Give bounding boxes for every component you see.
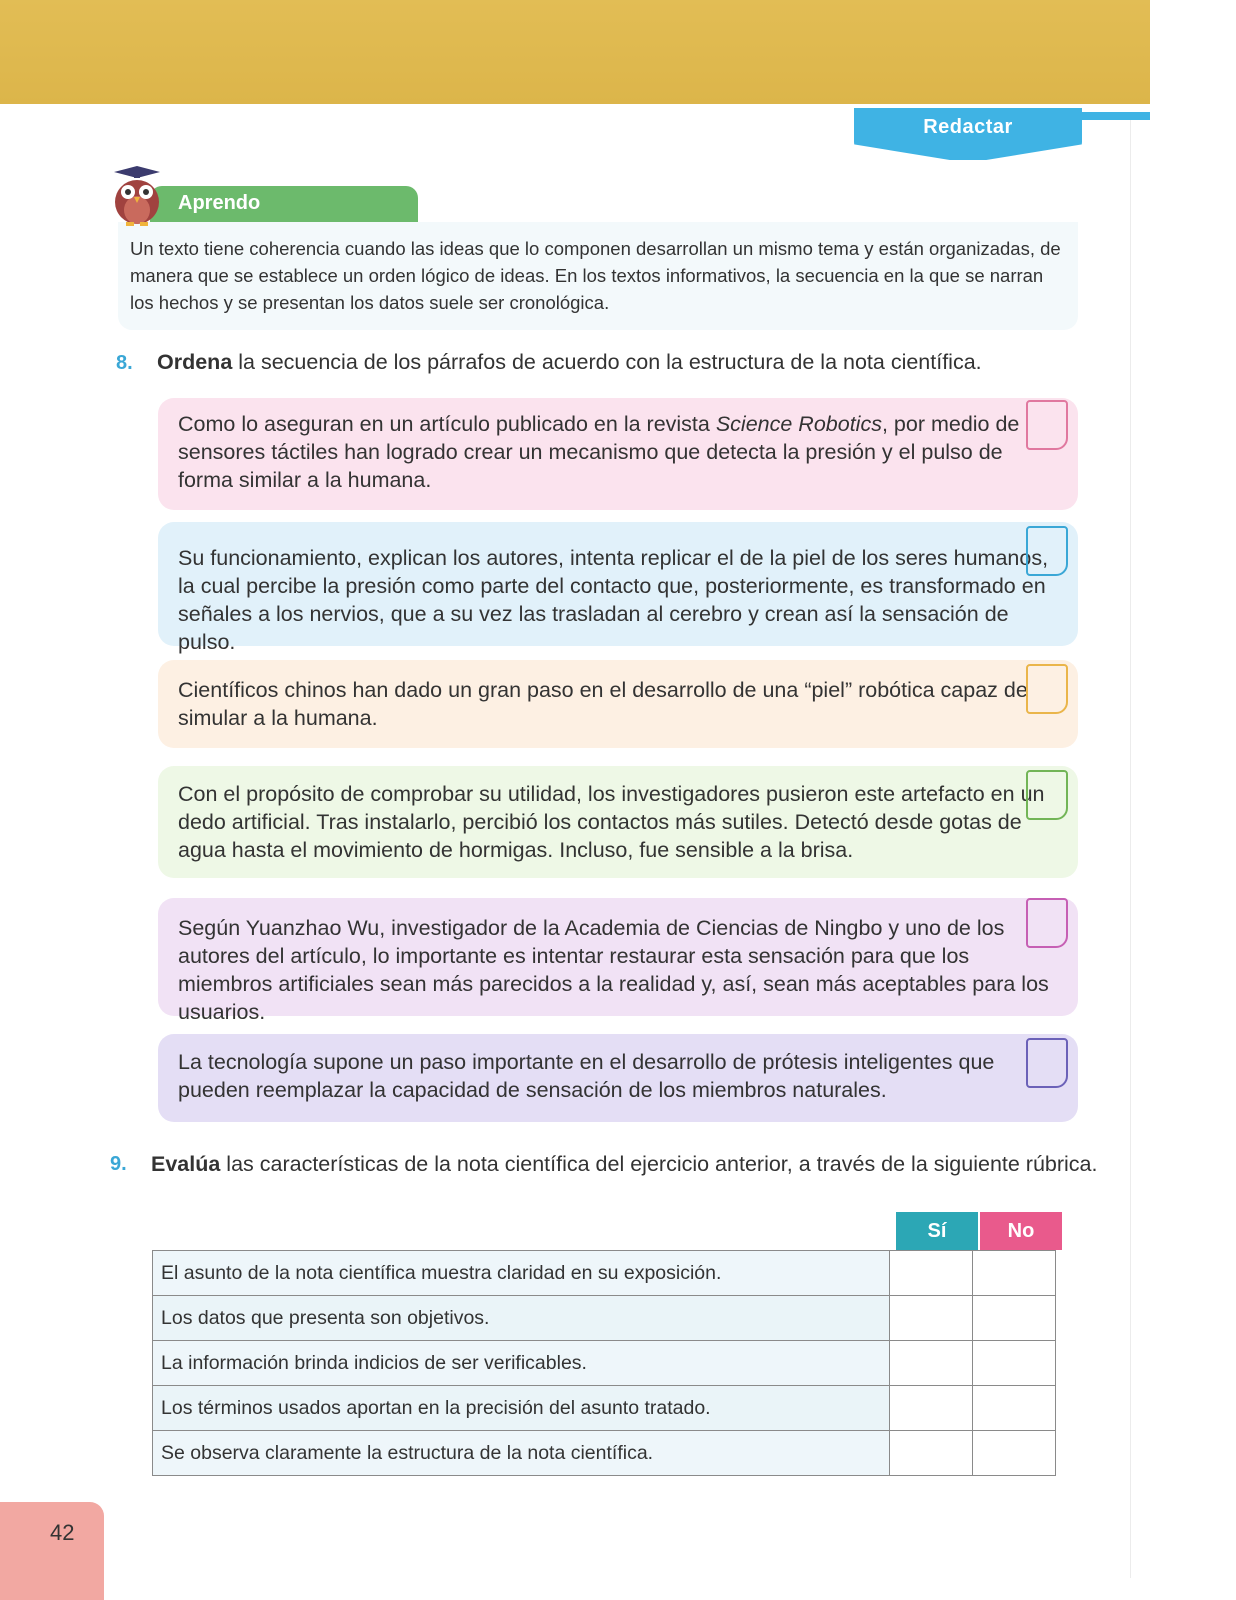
paragraph-text: Su funcionamiento, explican los autores, intenta replicar el de la piel de los seres humanos, la cual percibe la presión como parte del contacto que, posteriormente, es transformado en señales a los nervios, que a su vez las trasladan al cerebro y crean así la sensación de pulso. bbox=[178, 546, 1049, 654]
rubric-no-cell[interactable] bbox=[973, 1296, 1056, 1341]
paragraph-text: Científicos chinos han dado un gran paso en el desarrollo de una “piel” robótica capaz de simular a la humana. bbox=[178, 678, 1028, 730]
question-9-text: las características de la nota científica del ejercicio anterior, a través de la siguiente rúbrica. bbox=[220, 1152, 1098, 1176]
rubric-no-cell[interactable] bbox=[973, 1251, 1056, 1296]
order-number-box[interactable] bbox=[1026, 664, 1068, 714]
rubric-header-no: No bbox=[980, 1212, 1062, 1250]
rubric-row bbox=[153, 1431, 1056, 1476]
margin-line bbox=[1130, 118, 1131, 1578]
question-9-number: 9. bbox=[110, 1153, 127, 1175]
rubric-criterion: Se observa claramente la estructura de la nota científica. bbox=[153, 1431, 890, 1476]
question-8-prompt bbox=[157, 350, 982, 375]
rubric-no-cell[interactable] bbox=[973, 1341, 1056, 1386]
paragraph-text: La tecnología supone un paso importante en el desarrollo de prótesis inteligentes que pueden reemplazar la capacidad de sensación de los miembros naturales. bbox=[178, 1050, 995, 1102]
order-number-box[interactable] bbox=[1026, 1038, 1068, 1088]
order-number-box[interactable] bbox=[1026, 898, 1068, 948]
rubric-si-cell[interactable] bbox=[890, 1386, 973, 1431]
question-9-prompt bbox=[151, 1152, 1098, 1177]
aprendo-title: Aprendo bbox=[178, 192, 261, 214]
section-tab-label: Redactar bbox=[923, 116, 1013, 138]
question-8-verb: Ordena bbox=[157, 350, 233, 374]
rubric-criterion: Los términos usados aportan en la precisión del asunto tratado. bbox=[153, 1386, 890, 1431]
rubric-si-cell[interactable] bbox=[890, 1251, 973, 1296]
order-number-box[interactable] bbox=[1026, 400, 1068, 450]
paragraph-text: Con el propósito de comprobar su utilidad, los investigadores pusieron este artefacto en un dedo artificial. Tras instalarlo, percibió los contactos más sutiles. Detectó desde gotas de agua hasta el movimiento de hormigas. Incluso, fue sensible a la brisa. bbox=[178, 782, 1045, 862]
rubric-row bbox=[153, 1341, 1056, 1386]
rubric-header-si: Sí bbox=[896, 1212, 978, 1250]
question-8-number: 8. bbox=[116, 352, 133, 374]
page-number: 42 bbox=[50, 1520, 75, 1545]
order-number-box[interactable] bbox=[1026, 526, 1068, 576]
rubric-row bbox=[153, 1296, 1056, 1341]
question-9-verb: Evalúa bbox=[151, 1152, 221, 1176]
aprendo-text: Un texto tiene coherencia cuando las ideas que lo componen desarrollan un mismo tema y están organizadas, de manera que se establece un orden lógico de ideas. En los textos informativos, la secuencia en la que se narran los hechos y se presentan los datos suele ser cronológica. bbox=[130, 238, 1061, 313]
rubric-si-cell[interactable] bbox=[890, 1341, 973, 1386]
rubric-row bbox=[153, 1386, 1056, 1431]
rubric-si-cell[interactable] bbox=[890, 1431, 973, 1476]
rubric-table bbox=[152, 1250, 1056, 1476]
rubric-criterion: La información brinda indicios de ser verificables. bbox=[153, 1341, 890, 1386]
page-number-tab bbox=[0, 1502, 104, 1600]
rubric-row bbox=[153, 1251, 1056, 1296]
owl-icon bbox=[108, 166, 166, 226]
rubric-criterion: El asunto de la nota científica muestra claridad en su exposición. bbox=[153, 1251, 890, 1296]
question-8-text: la secuencia de los párrafos de acuerdo con la estructura de la nota científica. bbox=[232, 350, 982, 374]
paragraph-text: Según Yuanzhao Wu, investigador de la Academia de Ciencias de Ningbo y uno de los autores del artículo, lo importante es intentar restaurar esta sensación para que los miembros artificiales sean más parecidos a la realidad y, así, sean más aceptables para los usuarios. bbox=[178, 916, 1049, 1024]
paragraph-text: Como lo aseguran en un artículo publicado en la revista Science Robotics, por medio de sensores táctiles han logrado crear un mecanismo que detecta la presión y el pulso de forma similar a la humana. bbox=[178, 412, 1020, 492]
rubric-no-cell[interactable] bbox=[973, 1386, 1056, 1431]
rubric-criterion: Los datos que presenta son objetivos. bbox=[153, 1296, 890, 1341]
rubric-no-cell[interactable] bbox=[973, 1431, 1056, 1476]
rubric-si-cell[interactable] bbox=[890, 1296, 973, 1341]
order-number-box[interactable] bbox=[1026, 770, 1068, 820]
top-color-band bbox=[0, 0, 1150, 104]
